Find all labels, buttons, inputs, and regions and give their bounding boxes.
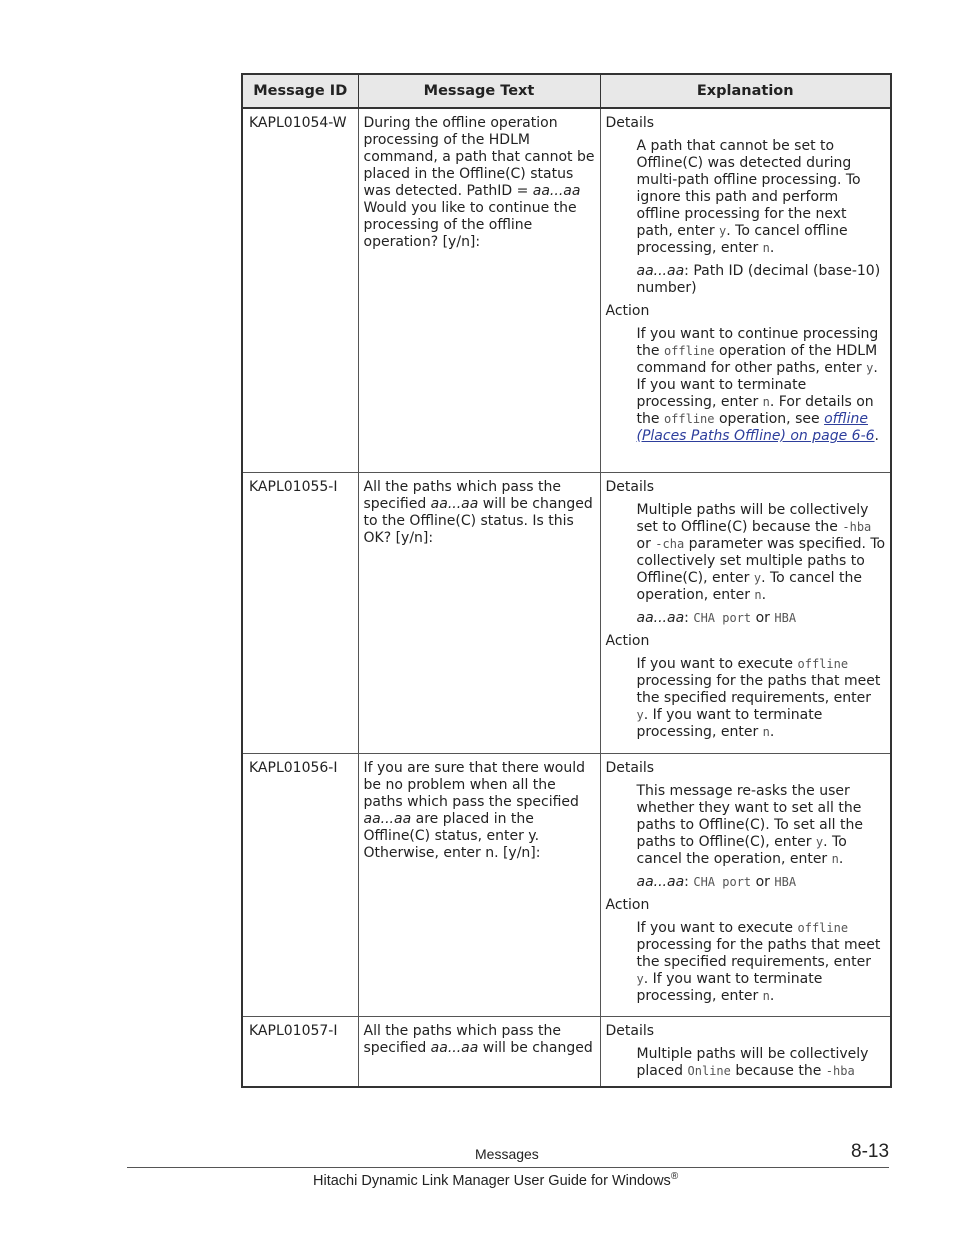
action-label: Action [605,632,650,649]
message-text: If you are sure that there would be no problem when all the paths which pass the specified aa...aa are placed in the Offline(C) status, enter y. Otherwise, enter n. [y/n]: [358,753,600,1016]
offline-reference-link[interactable]: offline (Places Paths Offline) on page 6-6 [636,411,875,444]
details-text: This message re-asks the user whether they want to set all the paths to Offline(C). To set all the paths to Offline(C), enter y. To cancel the operation, enter n. [636,782,863,867]
message-id: KAPL01057-I [242,1016,358,1087]
table-row [242,472,891,753]
explanation-cell [600,472,891,753]
page-number: 8-13 [851,1141,890,1162]
footer-book-title: Hitachi Dynamic Link Manager User Guide for Windows® [313,1171,679,1189]
footer-section-name: Messages [475,1146,539,1162]
action-label: Action [605,303,650,319]
footer-divider [127,1167,889,1168]
details-variable-text: aa...aa: Path ID (decimal (base-10) number) [636,263,881,296]
details-text: Multiple paths will be collectively placed Online because the -hba [636,1045,869,1079]
table-row [242,108,891,472]
details-text: Multiple paths will be collectively set to Offline(C) because the -hba or -cha parameter was specified. To collectively set multiple paths to Offline(C), enter y. To cancel the operation, enter n. [636,501,886,603]
message-text: All the paths which pass the specified aa...aa will be changed to the Offline(C) status. Is this OK? [y/n]: [358,472,600,753]
explanation-cell [600,753,891,1016]
action-text: If you want to execute offline processing for the paths that meet the specified requirements, enter y. If you want to terminate processing, enter n. [636,919,881,1004]
header-message-id: Message ID [242,74,358,108]
message-text: All the paths which pass the specified aa...aa will be changed [358,1016,600,1087]
explanation-cell [600,1016,891,1087]
table-header-row [242,74,891,108]
details-variable-text: aa...aa: CHA port or HBA [636,873,797,890]
details-text: A path that cannot be set to Offline(C) was detected during multi-path offline processing. To ignore this path and perform offline processing for the next path, enter y. To cancel offline processing, enter n. [636,138,861,256]
action-label: Action [605,896,650,913]
message-id: KAPL01056-I [242,753,358,1016]
header-message-text: Message Text [358,74,600,108]
message-id: KAPL01055-I [242,472,358,753]
details-variable-text: aa...aa: CHA port or HBA [636,609,797,626]
details-label: Details [605,759,655,776]
message-text: During the offline operation processing of the HDLM command, a path that cannot be placed in the Offline(C) status was detected. PathID = aa...aa Would you like to continue the processing of the offline operation? [y/n]: [358,108,600,472]
action-text: If you want to continue processing the offline operation of the HDLM command for other paths, enter y. If you want to terminate processing, enter n. For details on the offline operation, see offline (Places Paths Offline) on page 6-6. [636,326,879,444]
action-text: If you want to execute offline processing for the paths that meet the specified requirements, enter y. If you want to terminate processing, enter n. [636,655,881,740]
header-explanation: Explanation [600,74,891,108]
details-label: Details [605,115,655,131]
explanation-cell [600,108,891,472]
message-id: KAPL01054-W [242,108,358,472]
table-row [242,753,891,1016]
details-label: Details [605,478,655,495]
message-table [241,73,892,1088]
details-label: Details [605,1022,655,1039]
table-row [242,1016,891,1087]
